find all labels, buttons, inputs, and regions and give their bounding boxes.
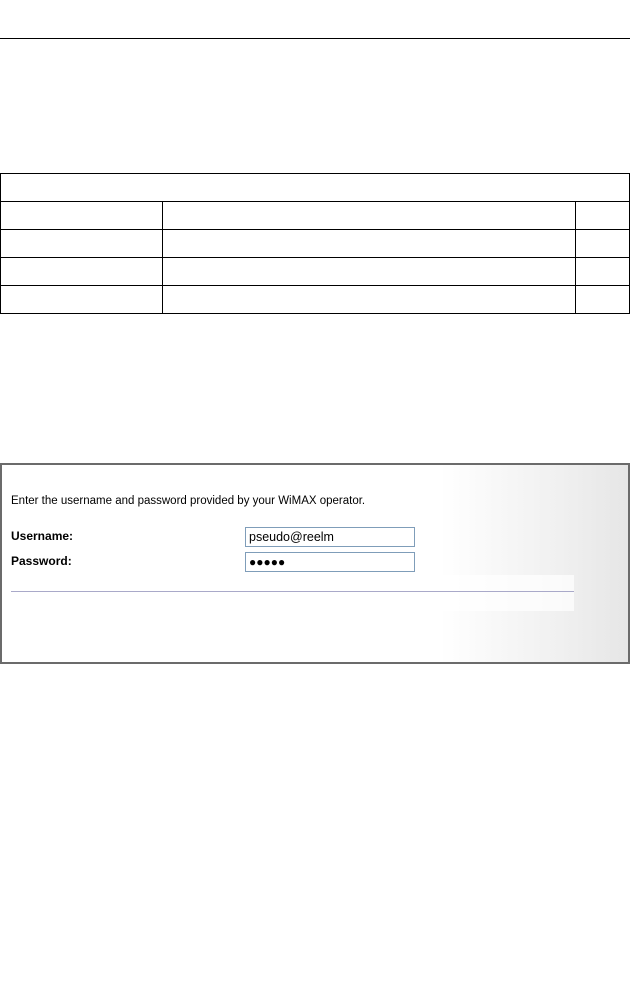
table-header-row	[1, 174, 630, 202]
username-label: Username:	[11, 529, 74, 543]
table-row	[1, 202, 630, 230]
table-cell	[576, 202, 630, 230]
table-row	[1, 286, 630, 314]
username-input[interactable]: pseudo@reelm	[245, 527, 415, 547]
table-cell	[163, 230, 576, 258]
table-cell	[163, 258, 576, 286]
login-panel-screenshot	[0, 463, 630, 664]
divider-panel	[11, 575, 574, 611]
table-cell	[576, 286, 630, 314]
password-label: Password:	[11, 554, 72, 568]
table-cell	[576, 230, 630, 258]
table-cell	[1, 202, 163, 230]
table-cell	[576, 258, 630, 286]
table-cell	[1, 258, 163, 286]
table-cell	[1, 286, 163, 314]
table-row	[1, 230, 630, 258]
table-row	[1, 258, 630, 286]
section-divider	[11, 591, 574, 592]
table-header-cell	[1, 174, 630, 202]
password-input[interactable]: ●●●●●	[245, 552, 415, 572]
header-rule	[0, 38, 630, 39]
blank-table	[0, 173, 630, 314]
table-cell	[1, 230, 163, 258]
table-cell	[163, 202, 576, 230]
login-instructions: Enter the username and password provided by your WiMAX operator.	[11, 495, 366, 507]
table-cell	[163, 286, 576, 314]
